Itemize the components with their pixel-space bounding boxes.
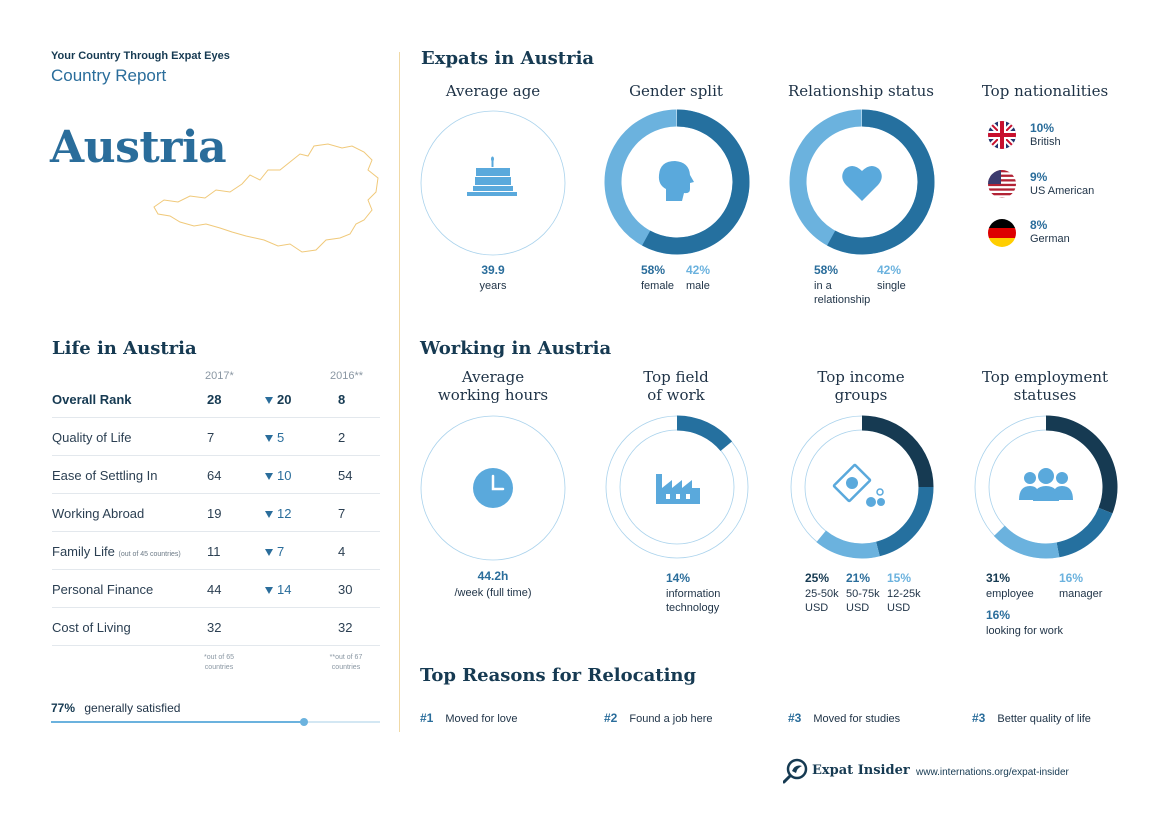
rank-row (52, 456, 380, 494)
rank-2016: 2 (338, 430, 346, 445)
income-group-3-segment (821, 536, 878, 551)
income-groups-donut (789, 414, 935, 560)
field-heading (603, 368, 749, 404)
hours-unit: /week (full time) (454, 587, 532, 599)
german-flag-icon (987, 218, 1017, 248)
life-section-title: Life in Austria (52, 338, 197, 359)
relationship-label-2: relationship (814, 294, 871, 306)
reason-3 (788, 711, 900, 725)
average-age-ring (419, 109, 567, 257)
rank-2016: 30 (338, 582, 353, 597)
income-1-label-1: 25-50k (805, 588, 839, 600)
nationality-2-name: US American (1030, 185, 1095, 197)
rank-row-label: Personal Finance (52, 582, 154, 597)
income-1-pct: 25% (805, 571, 830, 585)
employment-2-label: manager (1059, 588, 1103, 600)
working-hours-ring (419, 414, 567, 562)
employment-heading (972, 368, 1118, 404)
employment-status-donut (973, 414, 1119, 560)
note-2017-line-2: countries (204, 664, 234, 671)
satisfaction-bar-fill (51, 721, 304, 723)
nationality-1-pct: 10% (1030, 121, 1055, 135)
hours-heading-1: Average (461, 368, 525, 386)
nationality-2-pct: 9% (1030, 170, 1048, 184)
reason-1-label: Moved for love (445, 713, 518, 725)
income-1-label-2: USD (805, 602, 829, 614)
rank-2017: 19 (207, 506, 222, 521)
rank-2017: 7 (207, 430, 215, 445)
gender-split-heading: Gender split (629, 82, 723, 100)
down-triangle-icon (265, 587, 273, 594)
employment-1-label: employee (986, 588, 1034, 600)
field-of-work-donut (604, 414, 750, 560)
satisfaction-bar (51, 721, 380, 723)
employment-3-segment (999, 531, 1058, 551)
information-technology-segment (677, 423, 726, 446)
rank-row-label: Cost of Living (52, 620, 131, 635)
employment-heading-1: Top employment (981, 368, 1109, 386)
rank-change (265, 582, 291, 597)
field-pct: 14% (666, 571, 691, 585)
income-2-pct: 21% (846, 571, 871, 585)
employment-3-label: looking for work (986, 625, 1064, 637)
income-2-label-2: USD (846, 602, 870, 614)
income-heading-1: Top income (817, 368, 905, 386)
rank-2017: 44 (207, 582, 222, 597)
uk-flag-icon (987, 120, 1017, 150)
rank-change-value: 7 (277, 544, 285, 559)
rank-change (265, 392, 291, 407)
rank-row (52, 494, 380, 532)
down-triangle-icon (265, 435, 273, 442)
down-triangle-icon (265, 397, 273, 404)
reason-3-label: Moved for studies (813, 713, 901, 725)
rank-row-label: Overall Rank (52, 392, 132, 407)
satisfaction-label: generally satisfied (84, 701, 181, 715)
reason-2 (604, 711, 713, 725)
note-2017-line-1: *out of 65 (204, 654, 234, 661)
employment-1-pct: 31% (986, 571, 1011, 585)
birthday-cake-icon (467, 157, 517, 197)
employment-2-segment (1058, 511, 1106, 550)
income-2-label-1: 50-75k (846, 588, 880, 600)
reasons-section-title: Top Reasons for Relocating (420, 665, 697, 686)
rank-change-value: 12 (277, 506, 292, 521)
us-flag-icon (987, 169, 1017, 199)
rank-change-value: 5 (277, 430, 285, 445)
field-heading-1: Top field (643, 368, 709, 386)
income-group-1-segment (862, 423, 926, 487)
single-label: single (877, 280, 906, 292)
average-age-unit: years (479, 280, 507, 292)
note-2016-line-2: countries (331, 664, 361, 671)
income-heading-2: groups (834, 386, 888, 404)
rank-change (265, 468, 291, 483)
reason-4-label: Better quality of life (997, 713, 1091, 725)
reason-3-rank: #3 (788, 711, 802, 725)
relationship-pct: 58% (814, 263, 839, 277)
working-section-title: Working in Austria (420, 338, 612, 359)
nationality-3-pct: 8% (1030, 218, 1048, 232)
relationship-heading: Relationship status (788, 82, 935, 100)
rank-2016: 4 (338, 544, 346, 559)
down-triangle-icon (265, 473, 273, 480)
rank-2017: 11 (207, 544, 221, 559)
single-pct: 42% (877, 263, 902, 277)
relationship-label-1: in a (814, 280, 832, 292)
expats-section-title: Expats in Austria (421, 48, 595, 69)
field-label-1: information (666, 588, 721, 600)
reason-2-rank: #2 (604, 711, 618, 725)
rank-2016: 54 (338, 468, 353, 483)
income-3-label-2: USD (887, 602, 911, 614)
satisfaction-text (51, 701, 180, 715)
clock-icon (473, 468, 513, 508)
country-title: Austria (50, 122, 227, 173)
report-subtitle: Your Country Through Expat Eyes (51, 50, 230, 62)
down-triangle-icon (265, 511, 273, 518)
income-group-2-segment (878, 487, 926, 549)
rank-row (52, 608, 380, 646)
rank-change (265, 506, 291, 521)
vertical-divider (399, 52, 400, 732)
rank-2016: 7 (338, 506, 346, 521)
rank-row-label-text: Family Life (52, 544, 115, 559)
income-3-label-1: 12-25k (887, 588, 921, 600)
hours-value: 44.2h (477, 569, 509, 583)
rank-change (265, 544, 284, 559)
footer-url[interactable]: www.internations.org/expat-insider (916, 767, 1069, 778)
report-type: Country Report (51, 66, 167, 85)
rank-row-label (52, 544, 181, 559)
rank-2016: 8 (338, 392, 346, 407)
reason-4-rank: #3 (972, 711, 986, 725)
rank-row-note: (out of 45 countries) (118, 551, 181, 558)
reason-2-label: Found a job here (629, 713, 713, 725)
col-2016-header: 2016** (330, 370, 364, 382)
rank-row-label: Quality of Life (52, 430, 132, 445)
relationship-donut (789, 109, 935, 255)
austria-map-outline (150, 140, 382, 255)
nationality-1-name: British (1030, 136, 1061, 148)
rank-2017: 64 (207, 468, 222, 483)
factory-icon (656, 474, 700, 504)
money-banknote-icon (834, 465, 885, 507)
note-2016-line-1: **out of 67 (329, 654, 363, 661)
rank-row-label: Ease of Settling In (52, 468, 158, 483)
hours-heading-2: working hours (437, 386, 549, 404)
rank-2016: 32 (338, 620, 353, 635)
col-2017-header: 2017* (205, 370, 234, 382)
employment-heading-2: statuses (1013, 386, 1077, 404)
heart-icon (842, 166, 882, 201)
rank-row (52, 380, 380, 418)
income-heading (788, 368, 934, 404)
rank-change (265, 430, 284, 445)
expat-insider-logo-icon (783, 758, 809, 784)
gender-split-donut (604, 109, 750, 255)
brand-name: Expat Insider (812, 763, 910, 778)
rank-row (52, 418, 380, 456)
rank-change-value: 20 (277, 392, 292, 407)
female-label: female (641, 280, 675, 292)
rank-2017: 32 (207, 620, 222, 635)
rank-row (52, 532, 380, 570)
nationality-3-name: German (1030, 233, 1070, 245)
field-label-2: technology (666, 602, 720, 614)
reason-1 (420, 711, 518, 725)
field-heading-2: of work (647, 386, 705, 404)
nationalities-heading: Top nationalities (981, 82, 1109, 100)
people-group-icon (1019, 468, 1073, 501)
income-3-pct: 15% (887, 571, 912, 585)
head-profile-icon (659, 161, 694, 201)
average-age-heading: Average age (445, 82, 541, 100)
hours-heading (420, 368, 566, 404)
male-label: male (686, 280, 710, 292)
rank-change-value: 14 (277, 582, 292, 597)
rank-row-label: Working Abroad (52, 506, 145, 521)
employment-2-pct: 16% (1059, 571, 1084, 585)
note-2017 (195, 653, 243, 673)
female-pct: 58% (641, 263, 666, 277)
male-pct: 42% (686, 263, 711, 277)
satisfaction-pct: 77% (51, 701, 76, 715)
satisfaction-bar-marker (300, 718, 308, 726)
rank-row (52, 570, 380, 608)
note-2016 (322, 653, 370, 673)
rank-2017: 28 (207, 392, 222, 407)
down-triangle-icon (265, 549, 273, 556)
employment-3-pct: 16% (986, 608, 1011, 622)
rank-change-value: 10 (277, 468, 292, 483)
reason-4 (972, 711, 1091, 725)
reason-1-rank: #1 (420, 711, 434, 725)
average-age-value: 39.9 (481, 263, 505, 277)
